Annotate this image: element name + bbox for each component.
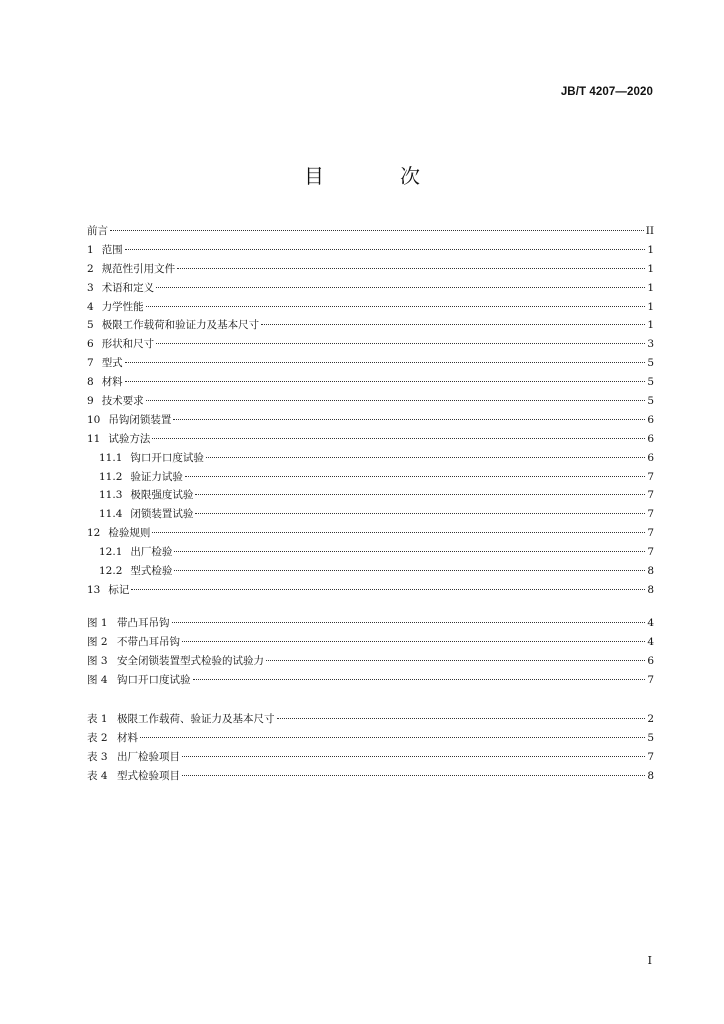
dot-leader bbox=[195, 513, 645, 514]
dot-leader bbox=[172, 622, 646, 623]
entry-page: 1 bbox=[647, 262, 654, 275]
entry-title: 吊钩闭锁装置 bbox=[108, 413, 172, 426]
entry-number: 12.2 bbox=[99, 565, 123, 578]
dot-leader bbox=[131, 589, 645, 590]
dot-leader bbox=[174, 551, 645, 552]
entry-title: 检验规则 bbox=[108, 527, 151, 540]
entry-title: 出厂检验 bbox=[130, 546, 173, 559]
entry-number: 表 3 bbox=[87, 750, 108, 763]
entry-number: 4 bbox=[87, 300, 94, 313]
toc-entry[interactable] bbox=[87, 316, 654, 335]
entry-number: 11.3 bbox=[99, 489, 123, 502]
entry-title: 型式检验项目 bbox=[117, 769, 180, 782]
dot-leader bbox=[261, 324, 645, 325]
entry-number: 图 1 bbox=[87, 617, 108, 629]
entry-number: 11.1 bbox=[99, 451, 123, 464]
entry-page: 5 bbox=[647, 395, 654, 408]
entry-number: 12 bbox=[87, 527, 101, 540]
entry-page: 7 bbox=[647, 489, 654, 502]
entry-page: 5 bbox=[647, 376, 654, 389]
toc-entry[interactable] bbox=[87, 222, 654, 241]
entry-title: 力学性能 bbox=[101, 300, 144, 313]
figure-list bbox=[87, 614, 654, 690]
entry-number: 13 bbox=[87, 583, 101, 596]
entry-number: 5 bbox=[87, 319, 94, 332]
dot-leader bbox=[156, 343, 645, 344]
dot-leader bbox=[206, 457, 645, 458]
entry-page: 6 bbox=[647, 432, 654, 445]
entry-page: 4 bbox=[647, 617, 654, 629]
entry-page: 7 bbox=[647, 673, 654, 686]
entry-number: 表 1 bbox=[87, 713, 108, 725]
entry-number: 12.1 bbox=[99, 546, 123, 559]
toc-entry[interactable] bbox=[87, 449, 654, 468]
toc-entry[interactable] bbox=[87, 373, 654, 392]
entry-title: 钩口开口度试验 bbox=[130, 451, 204, 464]
table-entry[interactable] bbox=[87, 710, 654, 729]
figure-entry[interactable] bbox=[87, 671, 654, 690]
entry-number: 11.2 bbox=[99, 470, 123, 483]
entry-title: 技术要求 bbox=[101, 395, 144, 408]
entry-page: 7 bbox=[647, 750, 654, 763]
entry-number: 8 bbox=[87, 376, 94, 389]
dot-leader bbox=[195, 494, 645, 495]
entry-number: 表 4 bbox=[87, 769, 108, 782]
toc-entry[interactable] bbox=[87, 260, 654, 279]
entry-page: 8 bbox=[647, 769, 654, 782]
toc-entry[interactable] bbox=[87, 335, 654, 354]
toc-entry[interactable] bbox=[87, 430, 654, 449]
entry-title: 前言 bbox=[87, 225, 108, 237]
page-number: I bbox=[647, 954, 652, 967]
toc-list bbox=[87, 222, 654, 600]
entry-number: 6 bbox=[87, 338, 94, 351]
entry-page: 6 bbox=[647, 413, 654, 426]
table-entry[interactable] bbox=[87, 767, 654, 786]
toc-entry[interactable] bbox=[87, 279, 654, 298]
entry-title: 材料 bbox=[101, 376, 123, 389]
entry-page: 8 bbox=[647, 583, 654, 596]
entry-title: 钩口开口度试验 bbox=[117, 673, 191, 686]
entry-title: 形状和尺寸 bbox=[101, 338, 155, 351]
dot-leader bbox=[174, 570, 645, 571]
toc-entry[interactable] bbox=[87, 486, 654, 505]
dot-leader bbox=[146, 400, 646, 401]
entry-title: 极限强度试验 bbox=[130, 489, 194, 502]
entry-number: 3 bbox=[87, 281, 94, 294]
entry-title: 试验方法 bbox=[108, 432, 151, 445]
page-title: 目 次 bbox=[304, 164, 448, 188]
entry-page: 1 bbox=[647, 281, 654, 294]
toc-entry[interactable] bbox=[87, 468, 654, 487]
entry-page: II bbox=[645, 225, 654, 237]
entry-title: 闭锁装置试验 bbox=[130, 508, 194, 521]
table-entry[interactable] bbox=[87, 748, 654, 767]
toc-entry[interactable] bbox=[87, 524, 654, 543]
dot-leader bbox=[140, 737, 645, 738]
dot-leader bbox=[152, 532, 645, 533]
entry-number: 10 bbox=[87, 413, 101, 426]
entry-title: 不带凸耳吊钩 bbox=[117, 635, 180, 648]
entry-page: 6 bbox=[647, 451, 654, 464]
dot-leader bbox=[185, 476, 645, 477]
entry-page: 2 bbox=[647, 713, 654, 725]
toc-entry[interactable] bbox=[87, 562, 654, 581]
dot-leader bbox=[125, 362, 646, 363]
entry-page: 5 bbox=[647, 357, 654, 370]
entry-number: 11.4 bbox=[99, 508, 123, 521]
figure-entry[interactable] bbox=[87, 614, 654, 633]
toc-entry[interactable] bbox=[87, 505, 654, 524]
entry-number: 1 bbox=[87, 243, 94, 256]
dot-leader bbox=[110, 230, 644, 231]
entry-page: 7 bbox=[647, 508, 654, 521]
toc-entry[interactable] bbox=[87, 581, 654, 600]
toc-entry[interactable] bbox=[87, 354, 654, 373]
entry-title: 极限工作载荷、验证力及基本尺寸 bbox=[117, 713, 275, 725]
entry-page: 1 bbox=[647, 243, 654, 256]
entry-title: 带凸耳吊钩 bbox=[117, 617, 170, 629]
toc-entry[interactable] bbox=[87, 298, 654, 317]
toc-entry[interactable] bbox=[87, 411, 654, 430]
dot-leader bbox=[182, 756, 645, 757]
entry-number: 9 bbox=[87, 395, 94, 408]
dot-leader bbox=[182, 641, 645, 642]
dot-leader bbox=[277, 718, 646, 719]
entry-title: 标记 bbox=[108, 583, 130, 596]
entry-title: 范围 bbox=[101, 243, 123, 256]
toc-entry[interactable] bbox=[87, 241, 654, 260]
entry-page: 1 bbox=[647, 319, 654, 332]
document-number: JB/T 4207—2020 bbox=[560, 86, 653, 98]
entry-page: 8 bbox=[647, 565, 654, 578]
entry-title: 验证力试验 bbox=[130, 470, 183, 483]
entry-page: 6 bbox=[647, 654, 654, 667]
table-entry[interactable] bbox=[87, 729, 654, 748]
entry-page: 7 bbox=[647, 527, 654, 540]
entry-number: 11 bbox=[87, 432, 101, 445]
entry-page: 5 bbox=[647, 731, 654, 744]
entry-title: 型式检验 bbox=[130, 565, 173, 578]
table-list bbox=[87, 710, 654, 786]
entry-title: 材料 bbox=[117, 731, 138, 744]
entry-title: 型式 bbox=[101, 357, 123, 370]
dot-leader bbox=[156, 287, 645, 288]
entry-number: 图 3 bbox=[87, 654, 108, 667]
entry-page: 1 bbox=[647, 300, 654, 313]
dot-leader bbox=[125, 381, 646, 382]
entry-title: 出厂检验项目 bbox=[117, 750, 180, 763]
entry-page: 7 bbox=[647, 470, 654, 483]
toc-entry[interactable] bbox=[87, 543, 654, 562]
toc-entry[interactable] bbox=[87, 392, 654, 411]
dot-leader bbox=[177, 268, 645, 269]
figure-entry[interactable] bbox=[87, 652, 654, 671]
figure-entry[interactable] bbox=[87, 633, 654, 652]
entry-page: 4 bbox=[647, 635, 654, 648]
entry-number: 表 2 bbox=[87, 731, 108, 744]
entry-page: 3 bbox=[647, 338, 654, 351]
dot-leader bbox=[266, 660, 645, 661]
entry-number: 图 2 bbox=[87, 635, 108, 648]
entry-title: 规范性引用文件 bbox=[101, 262, 176, 275]
entry-title: 安全闭锁装置型式检验的试验力 bbox=[117, 654, 264, 667]
entry-page: 7 bbox=[647, 546, 654, 559]
dot-leader bbox=[125, 249, 646, 250]
entry-number: 图 4 bbox=[87, 673, 108, 686]
dot-leader bbox=[146, 306, 646, 307]
dot-leader bbox=[152, 438, 645, 439]
entry-title: 极限工作载荷和验证力及基本尺寸 bbox=[101, 319, 260, 332]
dot-leader bbox=[193, 679, 646, 680]
entry-number: 2 bbox=[87, 262, 94, 275]
dot-leader bbox=[173, 419, 645, 420]
entry-number: 7 bbox=[87, 357, 94, 370]
dot-leader bbox=[182, 775, 645, 776]
entry-title: 术语和定义 bbox=[101, 281, 155, 294]
